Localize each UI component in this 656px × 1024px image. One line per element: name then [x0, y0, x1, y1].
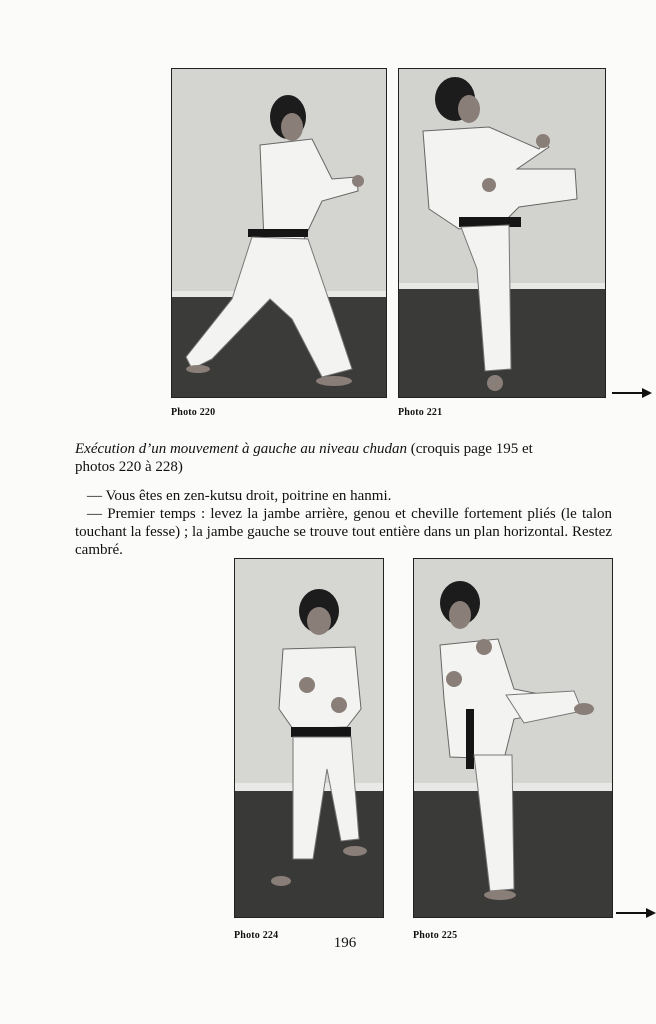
section-text [75, 440, 612, 559]
page-number: 196 [333, 935, 357, 951]
paragraph-1: — Vous êtes en zen-kutsu droit, poitrine en hanmi. [87, 488, 392, 504]
photo-220 [171, 68, 387, 398]
caption-photo-221: Photo 221 [398, 407, 443, 418]
caption-photo-220: Photo 220 [171, 407, 216, 418]
section-title: Exécution d’un mouvement à gauche au niveau chudan [75, 441, 407, 457]
caption-photo-224: Photo 224 [234, 930, 279, 941]
section-reference: (croquis page 195 et [406, 441, 533, 457]
paragraph-2: — Premier temps : levez la jambe arrière, genou et cheville fortement pliés (le talon touchant la fesse) ; la jambe gauche se trouve tout entière dans un plan horizontal. Restez cambré. [75, 506, 612, 558]
section-reference-continued: photos 220 à 228) [75, 459, 183, 475]
photo-225 [413, 558, 613, 918]
caption-photo-225: Photo 225 [413, 930, 458, 941]
continue-arrow-icon [616, 907, 656, 919]
karate-stance-image [172, 69, 386, 397]
photo-224 [234, 558, 384, 918]
continue-arrow-icon [612, 387, 652, 399]
karate-ready-stance-image [235, 559, 383, 917]
photo-221 [398, 68, 606, 398]
karate-side-kick-image [414, 559, 612, 917]
karate-knee-raise-image [399, 69, 605, 397]
section-heading [75, 440, 612, 476]
